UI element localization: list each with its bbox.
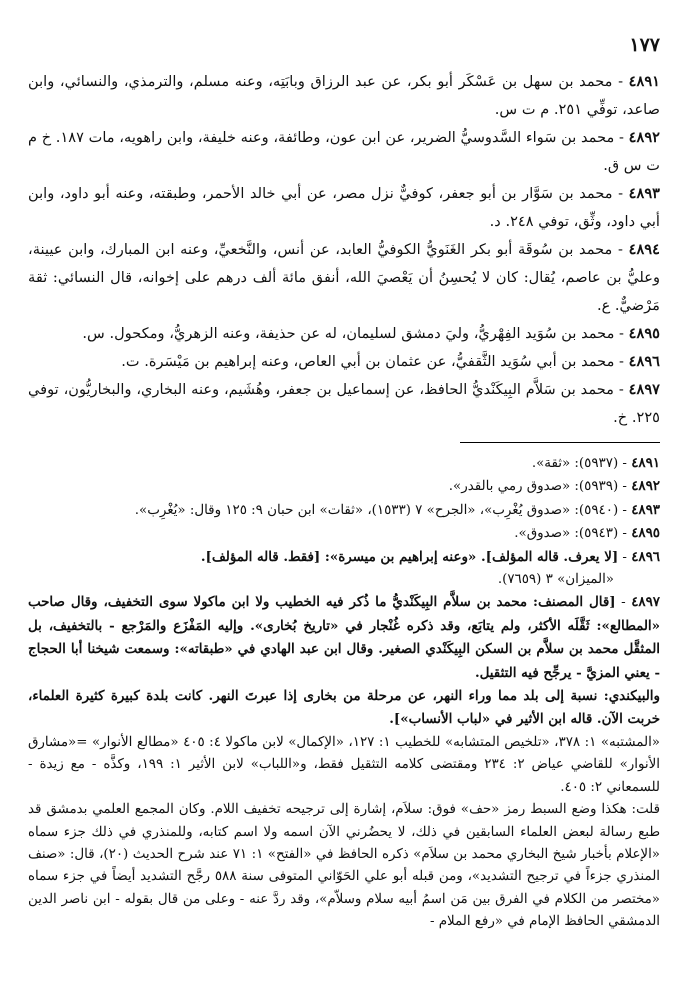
footnote-4896-source [28,569,660,591]
entry-text: محمد بن سَلاَّم البِيكَنْديُّ الحافظ، عن إسماعيل بن جعفر، وهُشَيم، وعنه البخاري، والبخاريُّون، توفي ٢٢٥. خ. [28,381,660,426]
footnote-4897: ٤٨٩٧ - [قال المصنف: محمد بن سلاَّم البِيكَنْديُّ ما ذُكر فيه الخطيب ولا ابن ماكولا سوى التخفيف، وقال صاحب «المطالع»: ثَقَّلَه الأكثر، ولم يتابَع، وقد ذكره غُنْجار في «تاريخ بُخارى». وإليه المَفْزَع والمَرْجع - بالتخفيف، بل المثقَّل محمد بن سلاَّم بن السكن البِيكَنْدي الصغير. وقال ابن عبد الهادي في «طبقاته»: وسمعت شيخنا أبا الحجاج - يعني المزيَّ - يرجِّح فيه التثقيل. [28,594,660,681]
page-number: ١٧٧ [629,34,660,56]
footnote-divider [460,442,660,443]
footnote-number: ٤٨٩١ [631,455,660,471]
entry-number: ٤٨٩٧ [628,381,660,398]
entry-4891: ٤٨٩١ - محمد بن سهل بن عَسْكَر أبو بكر، عن عبد الرزاق وبابَتِه، وعنه مسلم، والترمذي، والنسائي، وابن صاعد، توفِّي ٢٥١. م ت س. [28,73,660,118]
footnote-4897-sources [28,732,660,799]
entry-text: محمد بن أبي سُوَيد الثَّقفيُّ، عن عثمان بن أبي العاص، وعنه إبراهيم بن مَيْسَرة. ت. [121,353,615,370]
entry-4895: ٤٨٩٥ - محمد بن سُوَيد الفِهْريُّ، وليَ دمشق لسليمان، له عن حذيفة، وعنه الزهريُّ، ومكحول. س. [82,325,660,342]
footnote-text: (٥٩٣٩): «صدوق رمي بالقدر». [448,479,619,495]
entry-number: ٤٨٩٦ [628,353,660,370]
footnote-text: (٥٩٣٧): «ثقة». [531,456,619,471]
footnote-4897-comment [28,799,660,933]
footnote-4896: ٤٨٩٦ - [لا يعرف. قاله المؤلف]. «وعنه إبراهيم بن ميسرة»: [فقط. قاله المؤلف]. [200,548,660,565]
footnote-4892: ٤٨٩٢ - (٥٩٣٩): «صدوق رمي بالقدر». [448,478,660,495]
entry-text: محمد بن سُوقَة أبو بكر الغَنَويُّ الكوفيُّ العابد، عن أنس، والنَّخعيِّ، وعنه ابن المبارك، وابن عيينة، وعليُّ بن عاصم، يُقال: كان لا يُحسِنُ أن يَعْصيَ الله، أنفق مائة ألف درهم على إخوانه، قال النسائي: ثقة مَرْضيٌّ. ع. [28,241,660,314]
entry-number: ٤٨٩٤ [628,241,660,258]
entry-4897: ٤٨٩٧ - محمد بن سَلاَّم البِيكَنْديُّ الحافظ، عن إسماعيل بن جعفر، وهُشَيم، وعنه البخاري، والبخاريُّون، توفي ٢٢٥. خ. [28,381,660,426]
footnote-number: ٤٨٩٧ [631,594,660,611]
footnote-text: [قال المصنف: محمد بن سلاَّم البِيكَنْديُّ ما ذُكر فيه الخطيب ولا ابن ماكولا سوى التخفيف، وقال صاحب «المطالع»: ثَقَّلَه الأكثر، ولم يتابَع، وقد ذكره غُنْجار في «تاريخ بُخارى». وإليه المَفْزَع والمَرْجع - بالتخفيف، بل المثقَّل محمد بن سلاَّم بن السكن البِيكَنْدي الصغير. وقال ابن عبد الهادي في «طبقاته»: وسمعت شيخنا أبا الحجاج - يعني المزيَّ - يرجِّح فيه التثقيل. [28,594,660,681]
entry-number: ٤٨٩٣ [628,185,660,202]
footnote-text: قلت: هكذا وضع السبط رمز «حف» فوق: سلاَم، إشارة إلى ترجيحه تخفيف اللام. وكان المجمع العلمي بدمشق قد طبع رسالة لبعض العلماء السابقين في ذلك، لا يحضُرني الآن اسمه ولا اسم كتابه، وللمنذري في ذلك جزء سماه «الإعلام بأخبار شيخ البخاري محمد بن سلاَم» ذكره الحافظ في «الفتح» ١: ٧١ عند شرح الحديث (٢٠)، قال: «صنف المنذري جزءاً في ترجيح التشديد»، ومن قبله أبو علي الحَوّاني المتوفى سنة ٥٨٨ رجَّح التشديد أيضاً في جزء سماه «مختصر من الكلام في الفرق بين مَن اسمُ أبيه سلام وسلاّم»، وقد ردَّ عنه - وعلى من قال بقوله - ابن ناصر الدين الدمشقي الحافظ الإمام في «رفع الملام - [28,802,660,930]
entry-text: محمد بن سُوَيد الفِهْريُّ، وليَ دمشق لسليمان، له عن حذيفة، وعنه الزهريُّ، ومكحول. س. [82,325,615,342]
footnote-number: ٤٨٩٦ [631,548,660,565]
entry-text: محمد بن سَوَّار بن أبو جعفر، كوفيٌّ نزل مصر، عن أبي خالد الأحمر، وطبقته، وعنه أبو داود، وابن أبي داود، وثِّق، توفي ٢٤٨. د. [28,185,660,230]
entry-number: ٤٨٩٢ [628,129,660,146]
footnote-text: (٥٩٤٠): «صدوق يُغْرِب»، «الجرح» ٧ (١٥٣٣)، «ثقات» ابن حبان ٩: ١٢٥ وقال: «يُغْرِب». [134,502,619,518]
footnote-number: ٤٨٩٥ [631,525,660,542]
footnote-text: [لا يعرف. قاله المؤلف]. «وعنه إبراهيم بن ميسرة»: [فقط. قاله المؤلف]. [200,548,619,565]
footnote-4895: ٤٨٩٥ - (٥٩٤٣): «صدوق». [514,525,660,542]
footnote-number: ٤٨٩٢ [631,478,660,495]
entry-number: ٤٨٩٥ [628,325,660,342]
footnote-number: ٤٨٩٣ [631,501,660,518]
entry-4893: ٤٨٩٣ - محمد بن سَوَّار بن أبو جعفر، كوفيٌّ نزل مصر، عن أبي خالد الأحمر، وطبقته، وعنه أبو داود، وابن أبي داود، وثِّق، توفي ٢٤٨. د. [28,185,660,230]
main-text [28,68,660,432]
footnotes [28,452,660,934]
footnote-4897-bikandi [28,685,660,732]
entry-number: ٤٨٩١ [628,73,660,90]
footnote-4893: ٤٨٩٣ - (٥٩٤٠): «صدوق يُغْرِب»، «الجرح» ٧ (١٥٣٣)، «ثقات» ابن حبان ٩: ١٢٥ وقال: «يُغْرِب». [134,501,660,518]
footnote-text: والبيكندي: نسبة إلى بلد مما وراء النهر، عن مرحلة من بخارى إذا عبرتَ النهر. كانت بلدة كبيرة كثيرة العلماء، خربت الآن. قاله ابن الأثير في «لباب الأنساب»]. [28,688,660,728]
footnote-4891: ٤٨٩١ - (٥٩٣٧): «ثقة». [531,455,660,471]
footnote-text: «المشتبه» ١: ٣٧٨، «تلخيص المتشابه» للخطيب ١: ١٢٧، «الإكمال» لابن ماكولا ٤: ٤٠٥ «مطالع الأنوار» =«مشارق الأنوار» للقاضي عياض ٢: ٢٣٤ ومقتضى كلامه التثقيل فقط، و«اللباب» لابن الأثير ١: ١٩٩، وكذَّه - مع زيدة - للسمعاني ٢: ٤٠٥. [28,734,660,795]
footnote-text: (٥٩٤٣): «صدوق». [514,526,619,542]
entry-text: محمد بن سهل بن عَسْكَر أبو بكر، عن عبد الرزاق وبابَتِه، وعنه مسلم، والترمذي، والنسائي، وابن صاعد، توفِّي ٢٥١. م ت س. [28,73,660,118]
entry-text: محمد بن سَواء السَّدوسيُّ الضرير، عن ابن عون، وطائفة، وعنه خليفة، وابن راهويه، مات ١٨٧. خ م ت س ق. [28,129,660,174]
entry-4894: ٤٨٩٤ - محمد بن سُوقَة أبو بكر الغَنَويُّ الكوفيُّ العابد، عن أنس، والنَّخعيِّ، وعنه ابن المبارك، وابن عيينة، وعليُّ بن عاصم، يُقال: كان لا يُحسِنُ أن يَعْصيَ الله، أنفق مائة ألف درهم على إخوانه، قال النسائي: ثقة مَرْضيٌّ. ع. [28,241,660,314]
footnote-text: «الميزان» ٣ (٧٦٥٩). [497,572,614,588]
entry-4896: ٤٨٩٦ - محمد بن أبي سُوَيد الثَّقفيُّ، عن عثمان بن أبي العاص، وعنه إبراهيم بن مَيْسَرة. ت. [121,353,660,370]
entry-4892: ٤٨٩٢ - محمد بن سَواء السَّدوسيُّ الضرير، عن ابن عون، وطائفة، وعنه خليفة، وابن راهويه، مات ١٨٧. خ م ت س ق. [28,129,660,174]
